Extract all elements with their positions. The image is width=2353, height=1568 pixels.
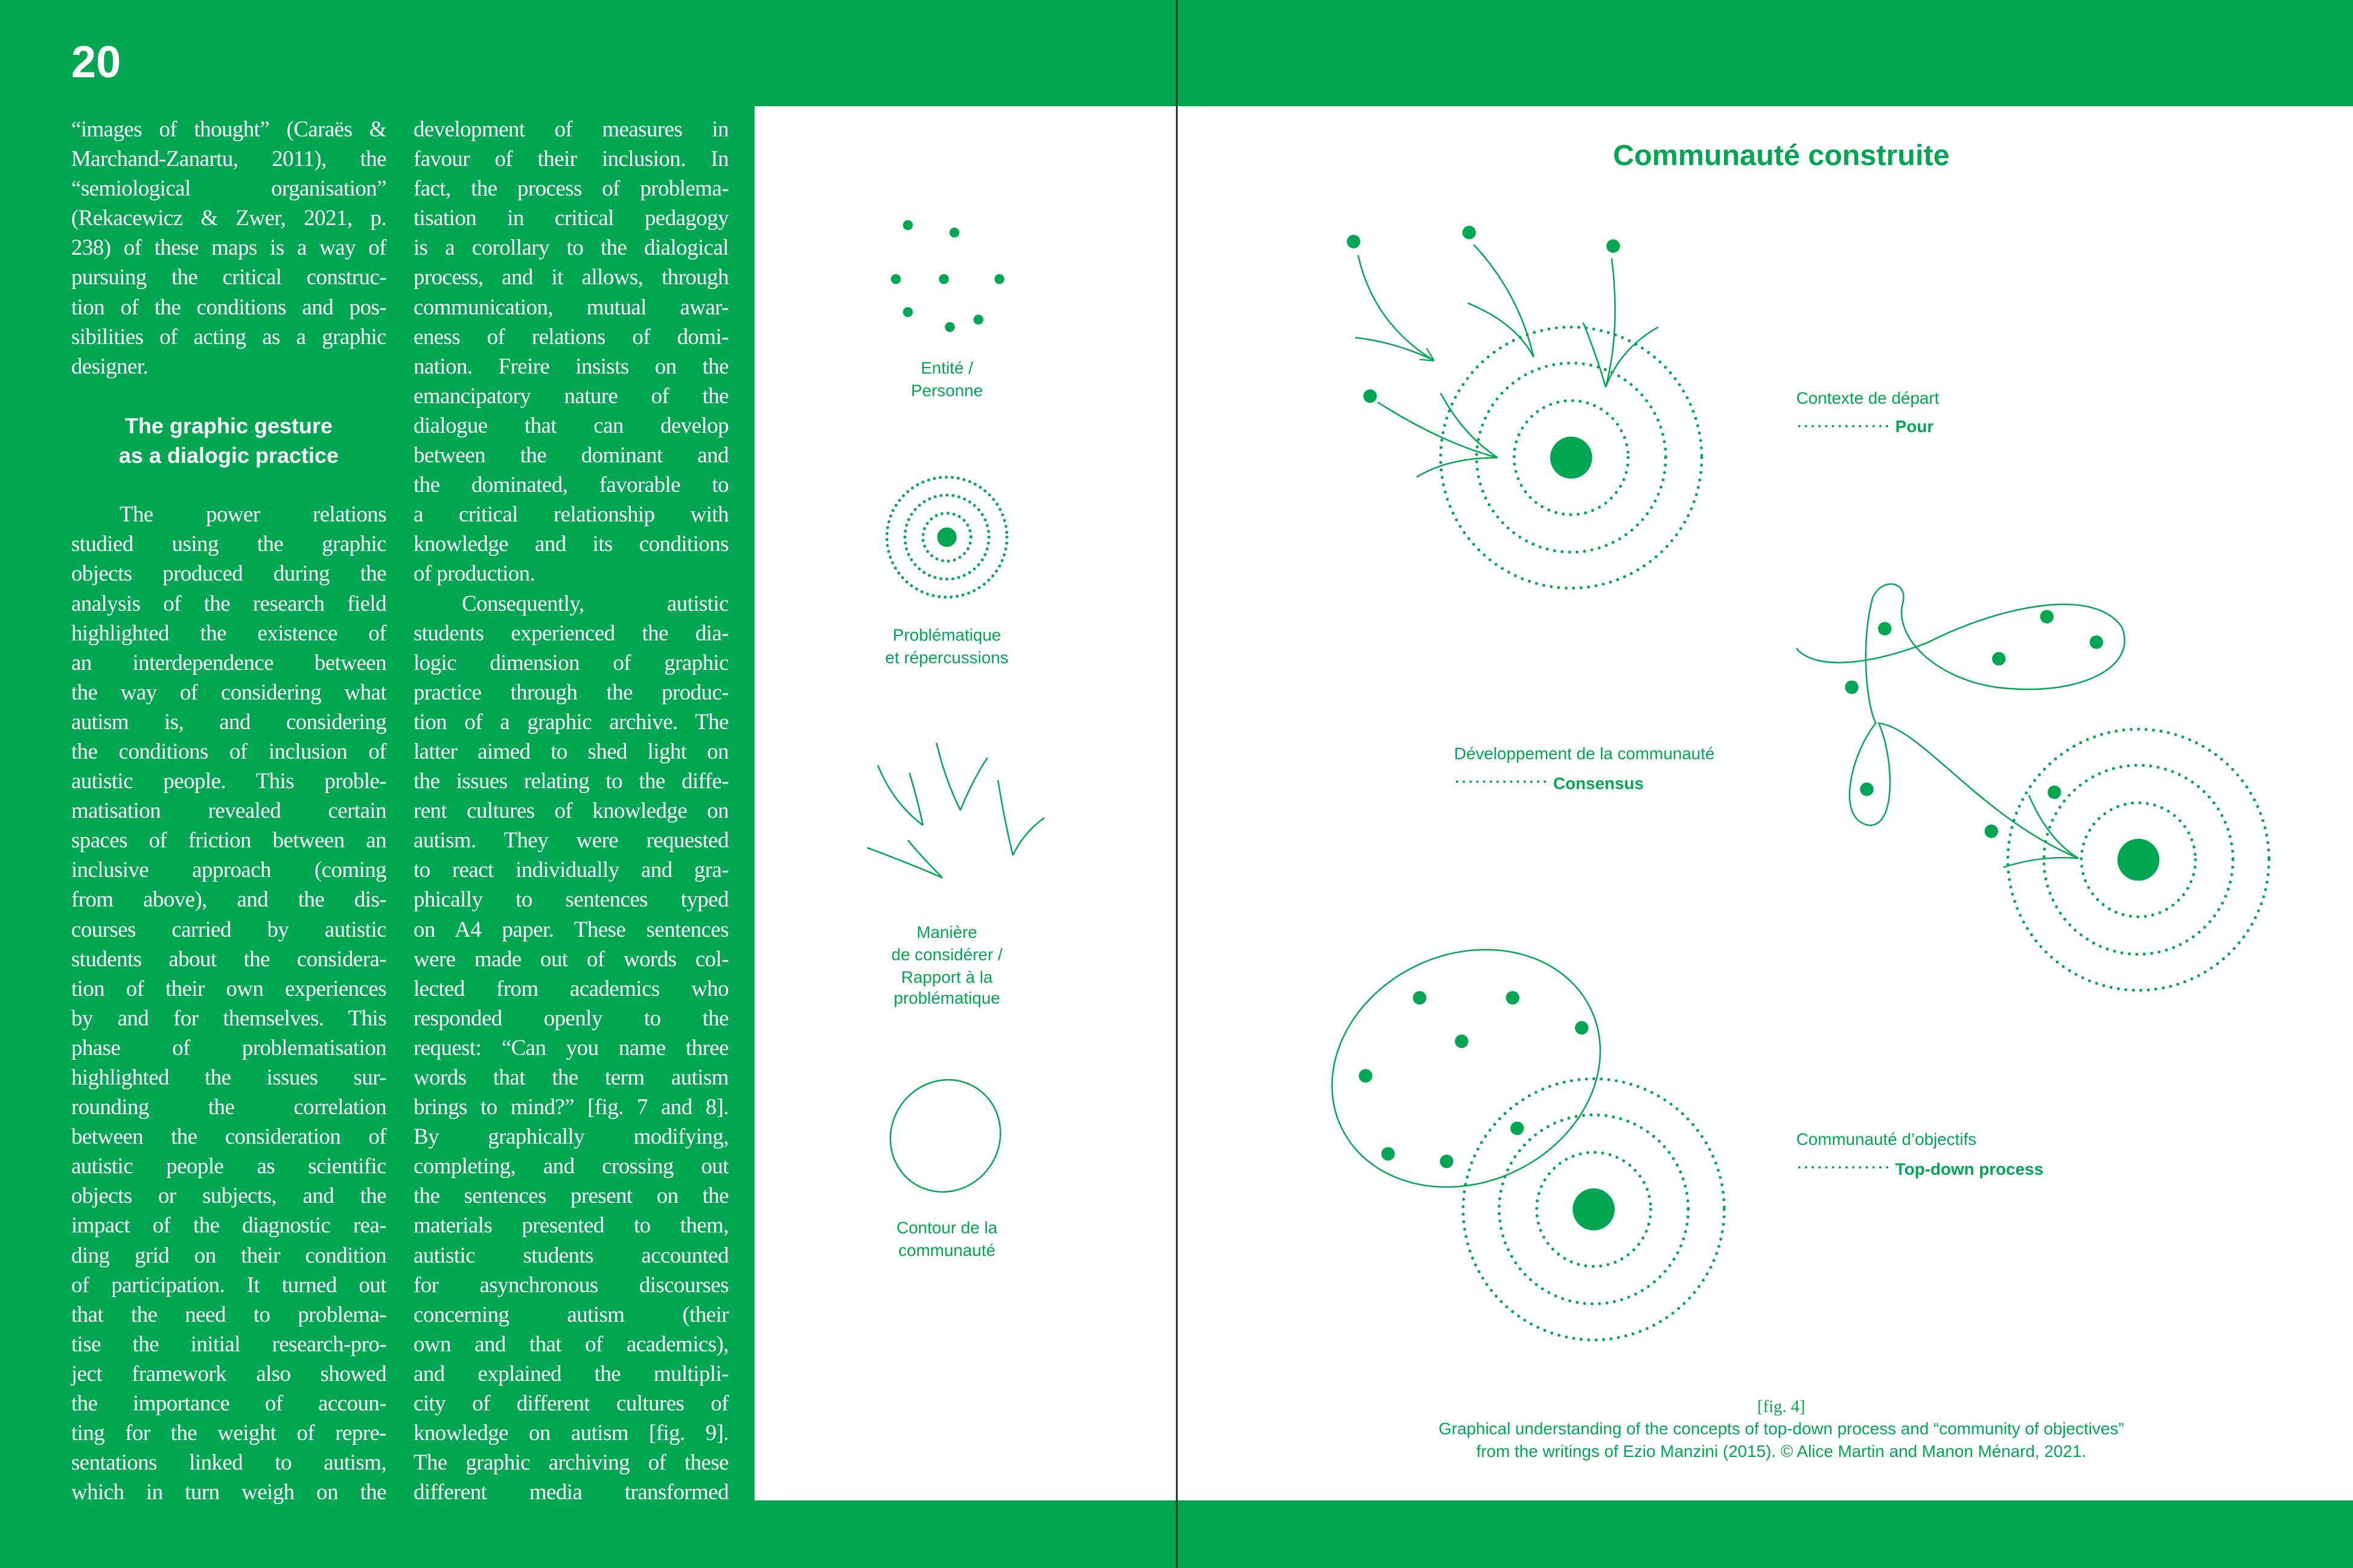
text-line: “semiological organisation” <box>71 176 386 202</box>
text-line: own and that of academics), <box>413 1331 729 1357</box>
text-line: a critical relationship with <box>413 502 729 527</box>
text-line: fact, the process of problema- <box>413 176 729 202</box>
text-line: the dominated, favorable to <box>413 473 729 498</box>
text-line: is a corollary to the dialogical <box>413 235 729 261</box>
text-line: the sentences present on the <box>413 1184 729 1209</box>
text-line: The graphic archiving of these <box>413 1450 729 1476</box>
text-line: ting for the weight of repre- <box>71 1421 386 1446</box>
text-line: nation. Freire insists on the <box>413 354 729 379</box>
section-heading-line: The graphic gesture <box>124 413 333 438</box>
text-line: process, and it allows, through <box>413 265 729 290</box>
text-line: Consequently, autistic <box>462 591 729 616</box>
text-line: eness of relations of domi- <box>413 324 729 349</box>
text-line: courses carried by autistic <box>71 917 386 942</box>
text-line: different media transformed <box>413 1480 729 1505</box>
text-line: that the need to problema- <box>71 1302 386 1327</box>
stage-label: Communauté d’objectifs <box>1796 1129 1977 1149</box>
text-line: “images of thought” (Caraës & <box>71 117 386 142</box>
text-line: development of measures in <box>413 117 729 142</box>
text-line: of participation. It turned out <box>71 1272 386 1298</box>
text-line: responded openly to the <box>413 1005 729 1031</box>
text-line: (Rekacewicz & Zwer, 2021, p. <box>71 206 386 231</box>
text-line: were made out of words col- <box>413 946 729 972</box>
text-line: concerning autism (their <box>413 1302 729 1327</box>
text-line: the issues relating to the diffe- <box>413 769 729 794</box>
text-line: the importance of accoun- <box>71 1391 386 1417</box>
text-line: By graphically modifying, <box>413 1124 729 1150</box>
text-line: materials presented to them, <box>413 1213 729 1238</box>
ellipse-outline-icon <box>869 1058 1023 1213</box>
text-line: sentations linked to autism, <box>71 1450 386 1476</box>
text-line: 238) of these maps is a way of <box>71 235 386 261</box>
text-line: brings to mind?” [fig. 7 and 8]. <box>413 1095 729 1120</box>
text-line: city of different cultures of <box>413 1391 729 1417</box>
stage-starting-context-diagram <box>1347 226 1702 588</box>
stage-term: Top-down process <box>1895 1159 2044 1179</box>
figure-title: Communauté construite <box>1613 139 1950 172</box>
text-line: phase of problematisation <box>71 1035 386 1060</box>
legend-label-community-outline: Contour de la communauté <box>896 1218 998 1260</box>
text-line: spaces of friction between an <box>71 828 386 853</box>
text-line: autistic people. This proble- <box>71 769 386 794</box>
figure-caption-line: from the writings of Ezio Manzini (2015). © Alice Martin and Manon Ménard, 2021. <box>1476 1442 2087 1461</box>
text-line: impact of the diagnostic rea- <box>71 1213 386 1238</box>
text-line: by and for themselves. This <box>71 1005 386 1031</box>
text-line: students about the considera- <box>71 946 386 972</box>
text-line: of production. <box>413 561 535 587</box>
text-line: knowledge on autism [fig. 9]. <box>413 1421 729 1446</box>
text-line: ding grid on their condition <box>71 1243 386 1268</box>
text-line: rent cultures of knowledge on <box>413 798 729 824</box>
stage-label: Développement de la communauté <box>1454 744 1715 763</box>
text-line: phically to sentences typed <box>413 887 729 913</box>
text-line: inclusive approach (coming <box>71 858 386 883</box>
text-line: logic dimension of graphic <box>413 650 729 675</box>
section-heading-line: as a dialogic practice <box>118 443 339 468</box>
text-line: tion of the conditions and pos- <box>71 295 386 320</box>
stage-term: Consensus <box>1553 774 1644 793</box>
text-line: pursuing the critical construc- <box>71 265 386 290</box>
text-line: tise the initial research-pro- <box>71 1331 386 1357</box>
text-line: designer. <box>71 354 148 379</box>
text-line: an interdependence between <box>71 650 386 675</box>
legend-label-problematic: Problématique et répercussions <box>885 625 1009 667</box>
page-number: 20 <box>71 37 121 87</box>
text-line: The power relations <box>120 502 386 527</box>
figure-caption-line: Graphical understanding of the concepts of top-down process and “community of objectives” <box>1438 1419 2124 1438</box>
text-line: ject framework also showed <box>71 1361 386 1386</box>
text-line: communication, mutual awar- <box>413 295 729 320</box>
text-line: knowledge and its conditions <box>413 532 729 557</box>
text-line: and explained the multipli- <box>413 1361 729 1386</box>
concentric-dotted-circles-icon <box>887 477 1007 598</box>
text-line: objects or subjects, and the <box>71 1184 386 1209</box>
text-line: favour of their inclusion. In <box>413 147 729 172</box>
text-line: practice through the produc- <box>413 680 729 705</box>
text-line: emancipatory nature of the <box>413 383 729 409</box>
legend-label-entity: Entité / Personne <box>911 359 983 400</box>
text-line: students experienced the dia- <box>413 620 729 646</box>
text-line: to react individually and gra- <box>413 858 729 883</box>
figure-reference: [fig. 4] <box>1757 1397 1805 1417</box>
stage-community-development-diagram <box>1796 584 2269 990</box>
text-line: matisation revealed certain <box>71 798 386 824</box>
stage-label: Contexte de départ <box>1796 388 1940 407</box>
dots-cluster-icon <box>891 220 1004 332</box>
text-line: sibilities of acting as a graphic <box>71 324 386 349</box>
text-line: between the dominant and <box>413 443 729 468</box>
text-line: tisation in critical pedagogy <box>413 206 729 231</box>
text-line: rounding the correlation <box>71 1095 386 1120</box>
text-line: for asynchronous discourses <box>413 1272 729 1298</box>
text-line: from above), and the dis- <box>71 887 386 913</box>
text-line: the conditions of inclusion of <box>71 739 386 764</box>
text-line: Marchand-Zanartu, 2011), the <box>71 147 386 172</box>
stage-community-of-objectives-diagram <box>1293 907 1725 1340</box>
text-line: on A4 paper. These sentences <box>413 917 729 942</box>
text-line: studied using the graphic <box>71 532 386 557</box>
text-line: which in turn weigh on the <box>71 1480 386 1505</box>
text-line: highlighted the existence of <box>71 620 386 646</box>
stage-term: Pour <box>1895 417 1934 436</box>
text-line: objects produced during the <box>71 561 386 587</box>
legend-label-consideration: Manière de considérer / Rapport à la problématique <box>891 922 1003 1008</box>
text-line: request: “Can you name three <box>413 1035 729 1060</box>
text-line: autism is, and considering <box>71 709 386 735</box>
text-line: autism. They were requested <box>413 828 729 853</box>
text-line: latter aimed to shed light on <box>413 739 729 764</box>
text-line: tion of a graphic archive. The <box>413 709 729 735</box>
text-line: the way of considering what <box>71 680 386 705</box>
text-line: highlighted the issues sur- <box>71 1065 386 1090</box>
text-line: completing, and crossing out <box>413 1154 729 1179</box>
converging-arrows-icon <box>867 743 1044 878</box>
text-line: words that the term autism <box>413 1065 729 1090</box>
text-line: autistic people as scientific <box>71 1154 386 1179</box>
text-line: between the consideration of <box>71 1124 386 1150</box>
text-line: dialogue that can develop <box>413 413 729 438</box>
text-line: analysis of the research field <box>71 591 386 616</box>
text-line: lected from academics who <box>413 976 729 1001</box>
text-line: autistic students accounted <box>413 1243 729 1268</box>
text-line: tion of their own experiences <box>71 976 386 1001</box>
